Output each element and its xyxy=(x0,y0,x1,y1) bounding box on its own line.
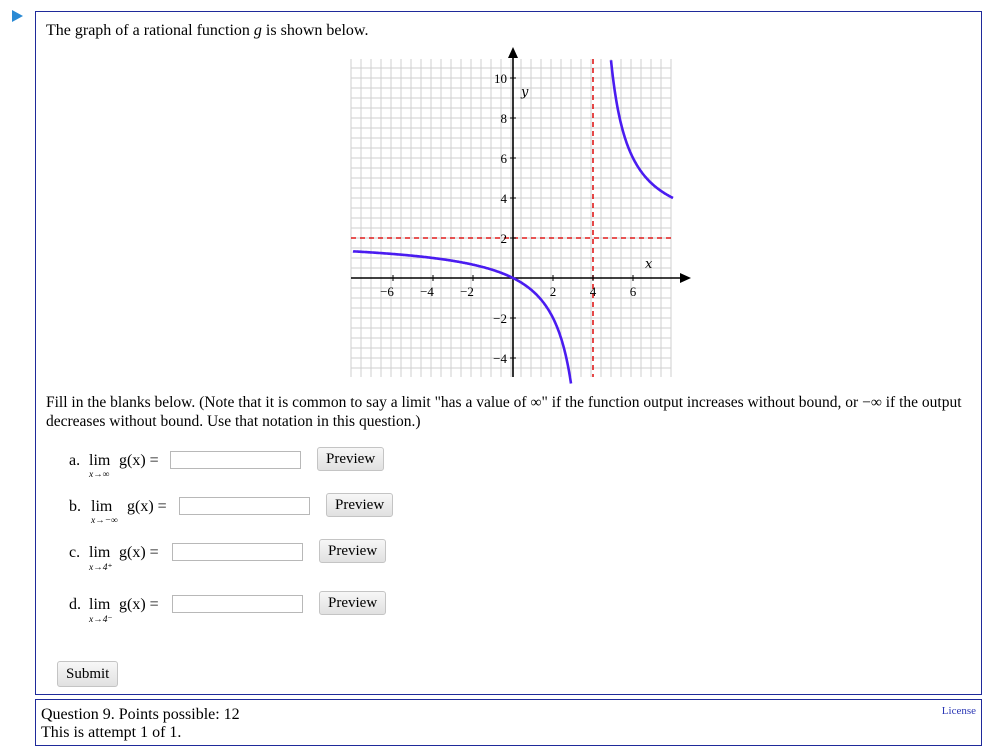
graph-grid xyxy=(351,59,671,377)
lim-subscript: x→4⁺ xyxy=(89,563,113,573)
lim-subscript: x→∞ xyxy=(89,470,110,480)
preview-button-a[interactable]: Preview xyxy=(317,447,384,471)
lim-subscript: x→4⁻ xyxy=(89,615,113,625)
x-tick-label: 4 xyxy=(589,284,597,299)
y-tick-label: 2 xyxy=(500,231,507,246)
curve-left-branch xyxy=(353,251,571,383)
lim-subscript: x→−∞ xyxy=(91,516,118,526)
preview-button-d[interactable]: Preview xyxy=(319,591,386,615)
instructions-note: Fill in the blanks below. (Note that it is common to say a limit "has a value of ∞" if the function output increases without bound, or −∞ if the output decreases without bound. Use that notation in this question.) xyxy=(46,394,962,430)
lim-operator: lim xyxy=(89,596,111,613)
function-expression: g(x) = xyxy=(119,596,159,613)
y-tick-label: −4 xyxy=(493,351,507,366)
lim-operator: lim xyxy=(91,498,113,515)
question-toggle-icon[interactable] xyxy=(12,10,23,22)
function-name: g xyxy=(253,22,262,39)
answer-input-a[interactable] xyxy=(170,451,301,469)
x-axis-arrow xyxy=(680,273,691,283)
x-tick-label: 2 xyxy=(549,284,557,299)
part-c-label: c. xyxy=(69,544,81,561)
part-a-label: a. xyxy=(69,452,81,469)
answer-input-c[interactable] xyxy=(172,543,303,561)
y-tick-label: 8 xyxy=(500,111,507,126)
preview-button-c[interactable]: Preview xyxy=(319,539,386,563)
part-d-label: d. xyxy=(69,596,81,613)
preview-button-b[interactable]: Preview xyxy=(326,493,393,517)
function-expression: g(x) = xyxy=(119,544,159,561)
answer-input-d[interactable] xyxy=(172,595,303,613)
curve-right-branch xyxy=(611,60,673,198)
part-b-label: b. xyxy=(69,498,81,515)
answer-input-b[interactable] xyxy=(179,497,310,515)
y-tick-label: 4 xyxy=(500,191,507,206)
submit-button[interactable]: Submit xyxy=(57,661,118,687)
license-link[interactable]: License xyxy=(941,705,976,717)
x-tick-label: −6 xyxy=(380,284,394,299)
function-expression: g(x) = xyxy=(119,452,159,469)
points-info: Question 9. Points possible: 12 xyxy=(41,706,240,723)
y-tick-label: 6 xyxy=(500,151,507,166)
x-axis-label: x xyxy=(645,257,653,272)
question-intro: The graph of a rational function g is shown below. xyxy=(46,22,369,39)
y-axis-label: y xyxy=(521,85,529,100)
y-tick-label: 10 xyxy=(494,71,507,86)
function-graph xyxy=(36,12,981,392)
question-panel xyxy=(35,11,982,695)
function-expression: g(x) = xyxy=(127,498,167,515)
y-axis-arrow xyxy=(508,47,518,58)
question-footer xyxy=(35,699,982,746)
attempt-info: This is attempt 1 of 1. xyxy=(41,724,182,741)
y-tick-label: −2 xyxy=(493,311,507,326)
lim-operator: lim xyxy=(89,452,111,469)
x-tick-label: 6 xyxy=(629,284,637,299)
lim-operator: lim xyxy=(89,544,111,561)
x-tick-label: −2 xyxy=(460,284,474,299)
x-tick-label: −4 xyxy=(420,284,434,299)
